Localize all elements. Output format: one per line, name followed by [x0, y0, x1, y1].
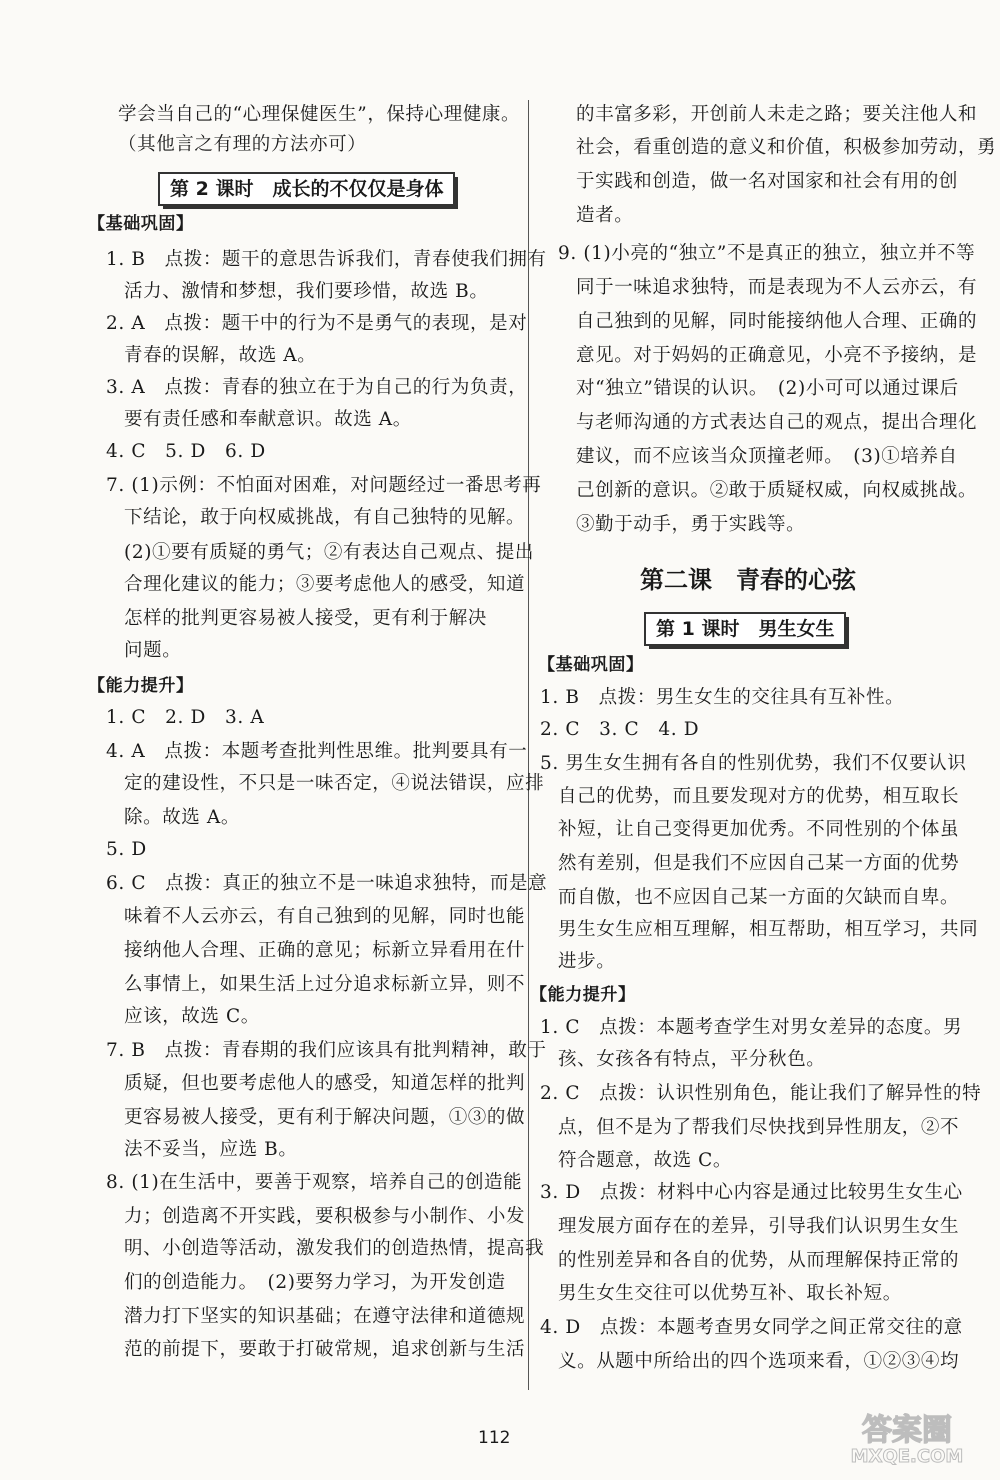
- answer-line: 造者。: [576, 205, 634, 226]
- watermark-logo: [832, 1406, 982, 1466]
- answer-line: 1. C 点拨：本题考查学生对男女差异的态度。男: [540, 1017, 963, 1038]
- answer-line: 2. C 3. C 4. D: [540, 719, 700, 740]
- answer-line: 7. (1)示例：不怕面对困难，对问题经过一番思考再: [106, 475, 542, 496]
- answer-line: 6. C 点拨：真正的独立不是一味追求独特，而是意: [106, 873, 548, 894]
- answer-line: 1. B 点拨：男生女生的交往具有互补性。: [540, 687, 905, 708]
- answer-line: 社会，看重创造的意义和价值，积极参加劳动，勇: [576, 137, 997, 158]
- lesson-title-box: 第 1 课时 男生女生: [644, 612, 846, 646]
- section-label-basic: 【基础巩固】: [88, 214, 194, 234]
- answer-line: 4. A 点拨：本题考查批判性思维。批判要具有一: [106, 741, 528, 762]
- answer-line: 于实践和创造，做一名对国家和社会有用的创: [576, 171, 959, 192]
- answer-line: 男生女生交往可以优势互补、取长补短。: [558, 1283, 902, 1304]
- answer-line: 接纳他人合理、正确的意见；标新立异看用在什: [124, 940, 526, 961]
- column-divider: [528, 100, 529, 1390]
- answer-line: 与老师沟通的方式表达自己的观点，提出合理化: [576, 412, 978, 433]
- answer-line: 义。从题中所给出的四个选项来看，①②③④均: [558, 1351, 960, 1372]
- answer-line: 力；创造离不开实践，要积极参与小制作、小发: [124, 1206, 526, 1227]
- answer-line: 2. A 点拨：题干中的行为不是勇气的表现，是对: [106, 313, 528, 334]
- answer-line: 自己的优势，而且要发现对方的优势，相互取长: [558, 786, 960, 807]
- answer-line: 活力、激情和梦想，我们要珍惜，故选 B。: [124, 281, 489, 302]
- answer-line: ③勤于动手，勇于实践等。: [576, 514, 806, 535]
- answer-line: 更容易被人接受，更有利于解决问题，①③的做: [124, 1107, 526, 1128]
- section-label-advanced: 【能力提升】: [88, 676, 194, 696]
- answer-line: 自己独到的见解，同时能接纳他人合理、正确的: [576, 311, 978, 332]
- answer-line: 问题。: [124, 640, 182, 661]
- answer-line: 下结论，敢于向权威挑战，有自己独特的见解。: [124, 507, 526, 528]
- answer-line: 然有差别，但是我们不应因自己某一方面的优势: [558, 853, 960, 874]
- answer-line: 3. D 点拨：材料中心内容是通过比较男生女生心: [540, 1182, 963, 1203]
- answer-line: 2. C 点拨：认识性别角色，能让我们了解异性的特: [540, 1083, 982, 1104]
- lesson-title-box: 第 2 课时 成长的不仅仅是身体: [158, 172, 455, 206]
- answer-line: 的丰富多彩，开创前人未走之路；要关注他人和: [576, 104, 978, 125]
- answer-line: 而自傲，也不应因自己某一方面的欠缺而自卑。: [558, 887, 960, 908]
- answer-line: 建议，而不应该当众顶撞老师。 (3)①培养自: [576, 446, 958, 467]
- answer-line: 进步。: [558, 951, 616, 972]
- answer-line: 5. D: [106, 839, 147, 860]
- answer-line: 怎样的批判更容易被人接受，更有利于解决: [124, 608, 487, 629]
- answer-line: 么事情上，如果生活上过分追求标新立异，则不: [124, 974, 526, 995]
- answer-line: 青春的误解，故选 A。: [124, 345, 317, 366]
- answer-line: 补短，让自己变得更加优秀。不同性别的个体虽: [558, 819, 960, 840]
- answer-line: 5. 男生女生拥有各自的性别优势，我们不仅要认识: [540, 753, 967, 774]
- answer-line: 己创新的意识。②敢于质疑权威，向权威挑战。: [576, 480, 978, 501]
- answer-line: 的性别差异和各自的优势，从而理解保持正常的: [558, 1250, 960, 1271]
- answer-line: 质疑，但也要考虑他人的感受，知道怎样的批判: [124, 1073, 526, 1094]
- answer-line: 同于一味追求独特，而是表现为不人云亦云，有: [576, 277, 978, 298]
- answer-line: 9. (1)小亮的“独立”不是真正的独立，独立并不等: [558, 243, 976, 264]
- answer-line: 要有责任感和奉献意识。故选 A。: [124, 409, 412, 430]
- answer-line: 除。故选 A。: [124, 807, 240, 828]
- answer-line: 理发展方面存在的差异，引导我们认识男生女生: [558, 1216, 960, 1237]
- answer-line: 范的前提下，要敢于打破常规，追求创新与生活: [124, 1339, 526, 1360]
- answer-line: 8. (1)在生活中，要善于观察，培养自己的创造能: [106, 1172, 523, 1193]
- answer-line: 应该，故选 C。: [124, 1006, 260, 1027]
- page-number: 112: [478, 1428, 511, 1448]
- answer-line: 4. D 点拨：本题考查男女同学之间正常交往的意: [540, 1317, 963, 1338]
- answer-line: 味着不人云亦云，有自己独到的见解，同时也能: [124, 906, 526, 927]
- answer-line: 对“独立”错误的认识。 (2)小可可以通过课后: [576, 378, 959, 399]
- watermark-url: MXQE.COM: [850, 1446, 964, 1466]
- answer-line: 明、小创造等活动，激发我们的创造热情，提高我: [124, 1238, 545, 1259]
- answer-line: 7. B 点拨：青春期的我们应该具有批判精神，敢于: [106, 1040, 547, 1061]
- answer-line: 意见。对于妈妈的正确意见，小亮不予接纳，是: [576, 345, 978, 366]
- answer-line: 3. A 点拨：青春的独立在于为自己的行为负责，: [106, 377, 528, 398]
- text-line: （其他言之有理的方法亦可）: [118, 134, 367, 155]
- answer-line: 4. C 5. D 6. D: [106, 441, 266, 462]
- answer-line: 点，但不是为了帮我们尽快找到异性朋友，②不: [558, 1117, 960, 1138]
- watermark-text: 答案圈: [862, 1413, 952, 1448]
- answer-line: 1. C 2. D 3. A: [106, 707, 265, 728]
- answer-line: 们的创造能力。 (2)要努力学习，为开发创造: [124, 1272, 506, 1293]
- answer-line: 法不妥当，应选 B。: [124, 1139, 298, 1160]
- section-label-advanced: 【能力提升】: [530, 985, 636, 1005]
- text-line: 学会当自己的“心理保健医生”，保持心理健康。: [118, 104, 521, 125]
- answer-line: 潜力打下坚实的知识基础；在遵守法律和道德规: [124, 1306, 526, 1327]
- answer-line: 符合题意，故选 C。: [558, 1150, 733, 1171]
- answer-line: 孩、女孩各有特点，平分秋色。: [558, 1049, 826, 1070]
- answer-line: 1. B 点拨：题干的意思告诉我们，青春使我们拥有: [106, 249, 547, 270]
- answer-line: 定的建设性，不只是一味否定，④说法错误，应排: [124, 773, 545, 794]
- answer-line: (2)①要有质疑的勇气；②有表达自己观点、提出: [124, 542, 535, 563]
- answer-line: 合理化建议的能力；③要考虑他人的感受，知道: [124, 574, 526, 595]
- answer-line: 男生女生应相互理解，相互帮助，相互学习，共同: [558, 919, 979, 940]
- section-label-basic: 【基础巩固】: [538, 655, 644, 675]
- chapter-title: 第二课 青春的心弦: [640, 566, 856, 594]
